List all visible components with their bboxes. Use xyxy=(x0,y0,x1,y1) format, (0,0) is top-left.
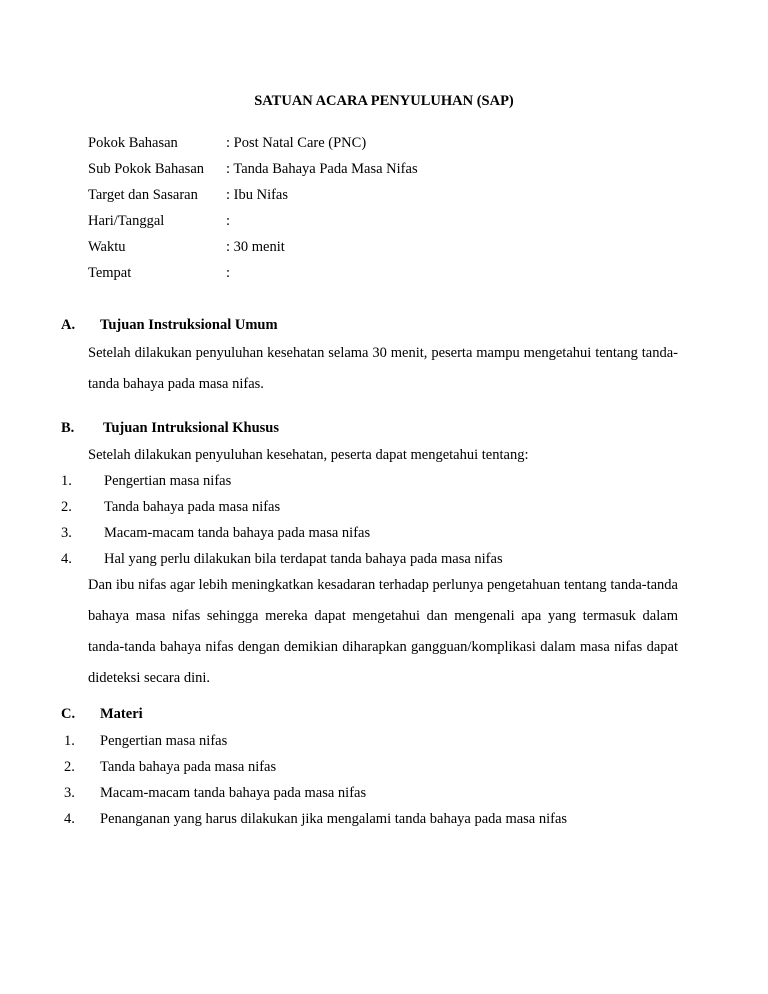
section-b-closing: Dan ibu nifas agar lebih meningkatkan kesadaran terhadap perlunya pengetahuan tentang tanda-tanda bahaya masa nifas sehingga mereka dapat mengetahui dan mengenali apa yang termasuk dalam tanda-tanda bahaya nifas dengan demikian diharapkan gangguan/komplikasi dalam masa nifas dapat dideteksi secara dini. xyxy=(88,577,678,686)
info-label: Hari/Tanggal xyxy=(88,213,165,229)
list-number: 3. xyxy=(61,525,72,541)
info-label: Target dan Sasaran xyxy=(88,187,198,203)
list-item: Pengertian masa nifas xyxy=(100,733,228,749)
info-value: : Post Natal Care (PNC) xyxy=(226,135,367,151)
info-value: : Ibu Nifas xyxy=(226,187,289,203)
info-value: : xyxy=(226,265,231,281)
document-title: SATUAN ACARA PENYULUHAN (SAP) xyxy=(254,93,514,109)
section-a-text: Setelah dilakukan penyuluhan kesehatan selama 30 menit, peserta mampu mengetahui tentang tanda-tanda bahaya pada masa nifas. xyxy=(88,345,678,392)
list-item: Pengertian masa nifas xyxy=(104,473,232,489)
section-a-heading: Tujuan Instruksional Umum xyxy=(100,317,278,333)
section-b-letter: B. xyxy=(61,420,75,436)
info-value: : xyxy=(226,213,231,229)
list-number: 1. xyxy=(64,733,75,749)
list-number: 2. xyxy=(64,759,75,775)
section-c-letter: C. xyxy=(61,706,76,722)
info-value: : 30 menit xyxy=(226,239,285,255)
list-item: Macam-macam tanda bahaya pada masa nifas xyxy=(104,525,371,541)
section-b-heading: Tujuan Intruksional Khusus xyxy=(103,420,279,436)
list-item: Tanda bahaya pada masa nifas xyxy=(100,759,277,775)
info-value: : Tanda Bahaya Pada Masa Nifas xyxy=(226,161,418,177)
info-label: Sub Pokok Bahasan xyxy=(88,161,204,177)
list-item: Tanda bahaya pada masa nifas xyxy=(104,499,281,515)
info-label: Pokok Bahasan xyxy=(88,135,178,151)
list-item: Penanganan yang harus dilakukan jika mengalami tanda bahaya pada masa nifas xyxy=(100,811,568,827)
list-number: 3. xyxy=(64,785,75,801)
list-number: 4. xyxy=(61,551,72,567)
section-b-intro: Setelah dilakukan penyuluhan kesehatan, peserta dapat mengetahui tentang: xyxy=(88,447,529,463)
list-item: Hal yang perlu dilakukan bila terdapat tanda bahaya pada masa nifas xyxy=(104,551,503,567)
section-a-letter: A. xyxy=(61,317,76,333)
list-number: 2. xyxy=(61,499,72,515)
list-number: 4. xyxy=(64,811,75,827)
list-item: Macam-macam tanda bahaya pada masa nifas xyxy=(100,785,367,801)
list-number: 1. xyxy=(61,473,72,489)
info-label: Waktu xyxy=(88,239,126,255)
section-c-heading: Materi xyxy=(100,706,143,722)
info-label: Tempat xyxy=(88,265,132,281)
